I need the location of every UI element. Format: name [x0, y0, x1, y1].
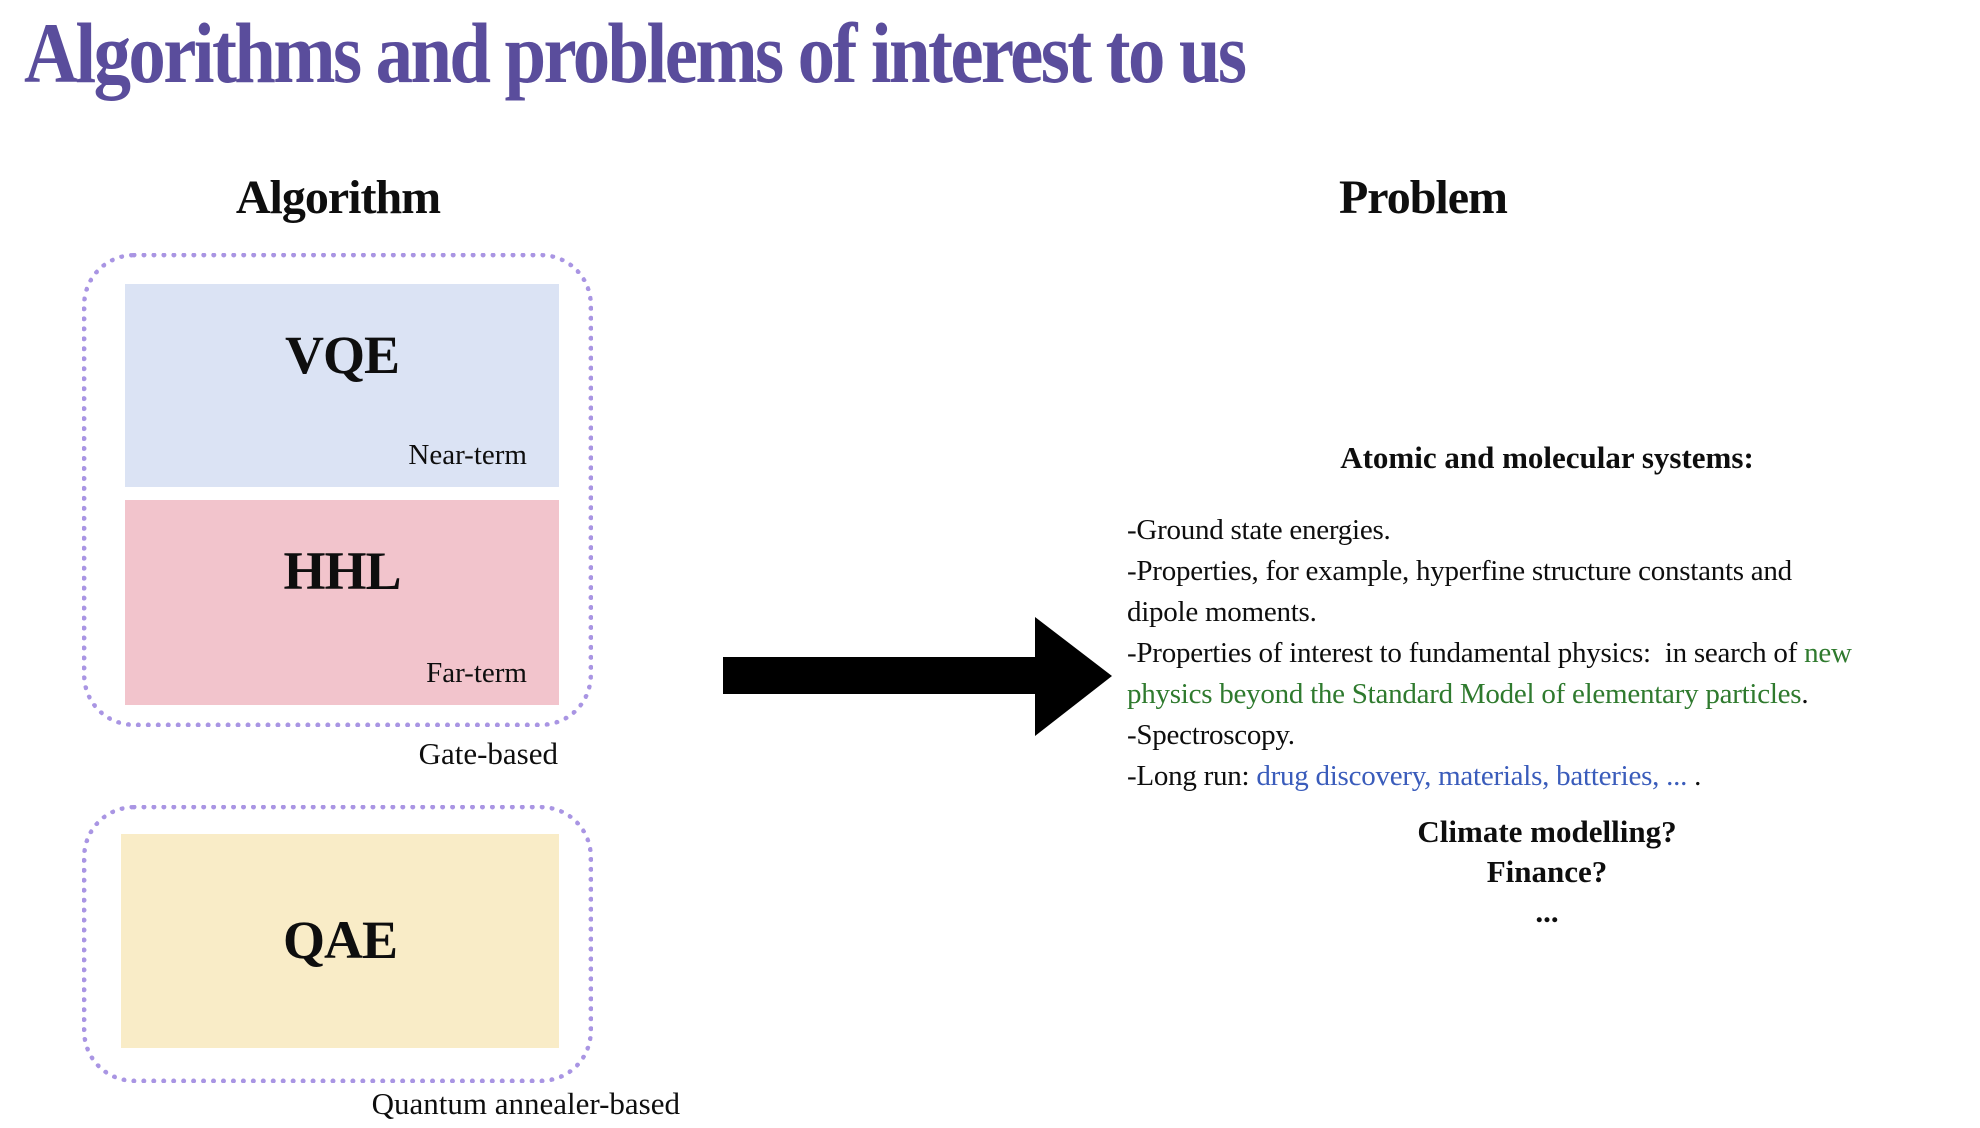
- vqe-label: VQE: [284, 325, 400, 385]
- problem-line-text: -Properties, for example, hyperfine structure constants and: [1127, 555, 1792, 587]
- gate-based-group: [82, 253, 593, 727]
- problem-line: [1127, 510, 1852, 551]
- page-title: Algorithms and problems of interest to us: [24, 5, 1245, 101]
- problem-line: [1127, 756, 1852, 797]
- hhl-term-label: Far-term: [426, 657, 527, 689]
- hhl-label: HHL: [283, 541, 401, 601]
- extra-question: ...: [1535, 894, 1559, 929]
- problem-extras-block: [1127, 812, 1967, 932]
- problem-line: [1127, 633, 1852, 674]
- extra-question: Finance?: [1486, 854, 1608, 889]
- problem-line-text: -Ground state energies.: [1127, 514, 1391, 546]
- problem-line: [1127, 674, 1852, 715]
- highlight-green-text: new: [1804, 637, 1852, 669]
- problem-line-text: -Properties of interest to fundamental physics: in search of: [1127, 637, 1805, 669]
- problem-line: [1127, 592, 1852, 633]
- highlight-green-text: physics beyond the Standard Model of elementary particles: [1127, 678, 1802, 710]
- algorithm-column-heading: Algorithm: [235, 171, 441, 224]
- annealer-group: [82, 805, 593, 1083]
- qae-box: [121, 834, 559, 1048]
- problem-line-text: .: [1687, 760, 1702, 792]
- problem-subheading: Atomic and molecular systems:: [1340, 440, 1754, 475]
- problem-line: [1127, 551, 1852, 592]
- problem-line-text: -Spectroscopy.: [1127, 719, 1295, 751]
- hhl-box: [125, 500, 559, 705]
- problem-line-text: -Long run:: [1127, 760, 1257, 792]
- problem-column-heading: Problem: [1338, 171, 1508, 224]
- problem-line: [1127, 715, 1852, 756]
- problem-line-text: .: [1801, 678, 1809, 710]
- qae-label: QAE: [282, 910, 398, 971]
- right-arrow-icon: [720, 610, 1115, 745]
- vqe-box: [125, 284, 559, 487]
- extra-question: Climate modelling?: [1417, 814, 1677, 849]
- problem-text-block: [1127, 510, 1852, 797]
- annealer-group-label: Quantum annealer-based: [371, 1086, 680, 1121]
- highlight-blue-text: drug discovery, materials, batteries, ...: [1256, 760, 1688, 792]
- vqe-term-label: Near-term: [408, 439, 527, 471]
- problem-line-text: dipole moments.: [1127, 596, 1317, 628]
- gate-based-group-label: Gate-based: [418, 736, 558, 771]
